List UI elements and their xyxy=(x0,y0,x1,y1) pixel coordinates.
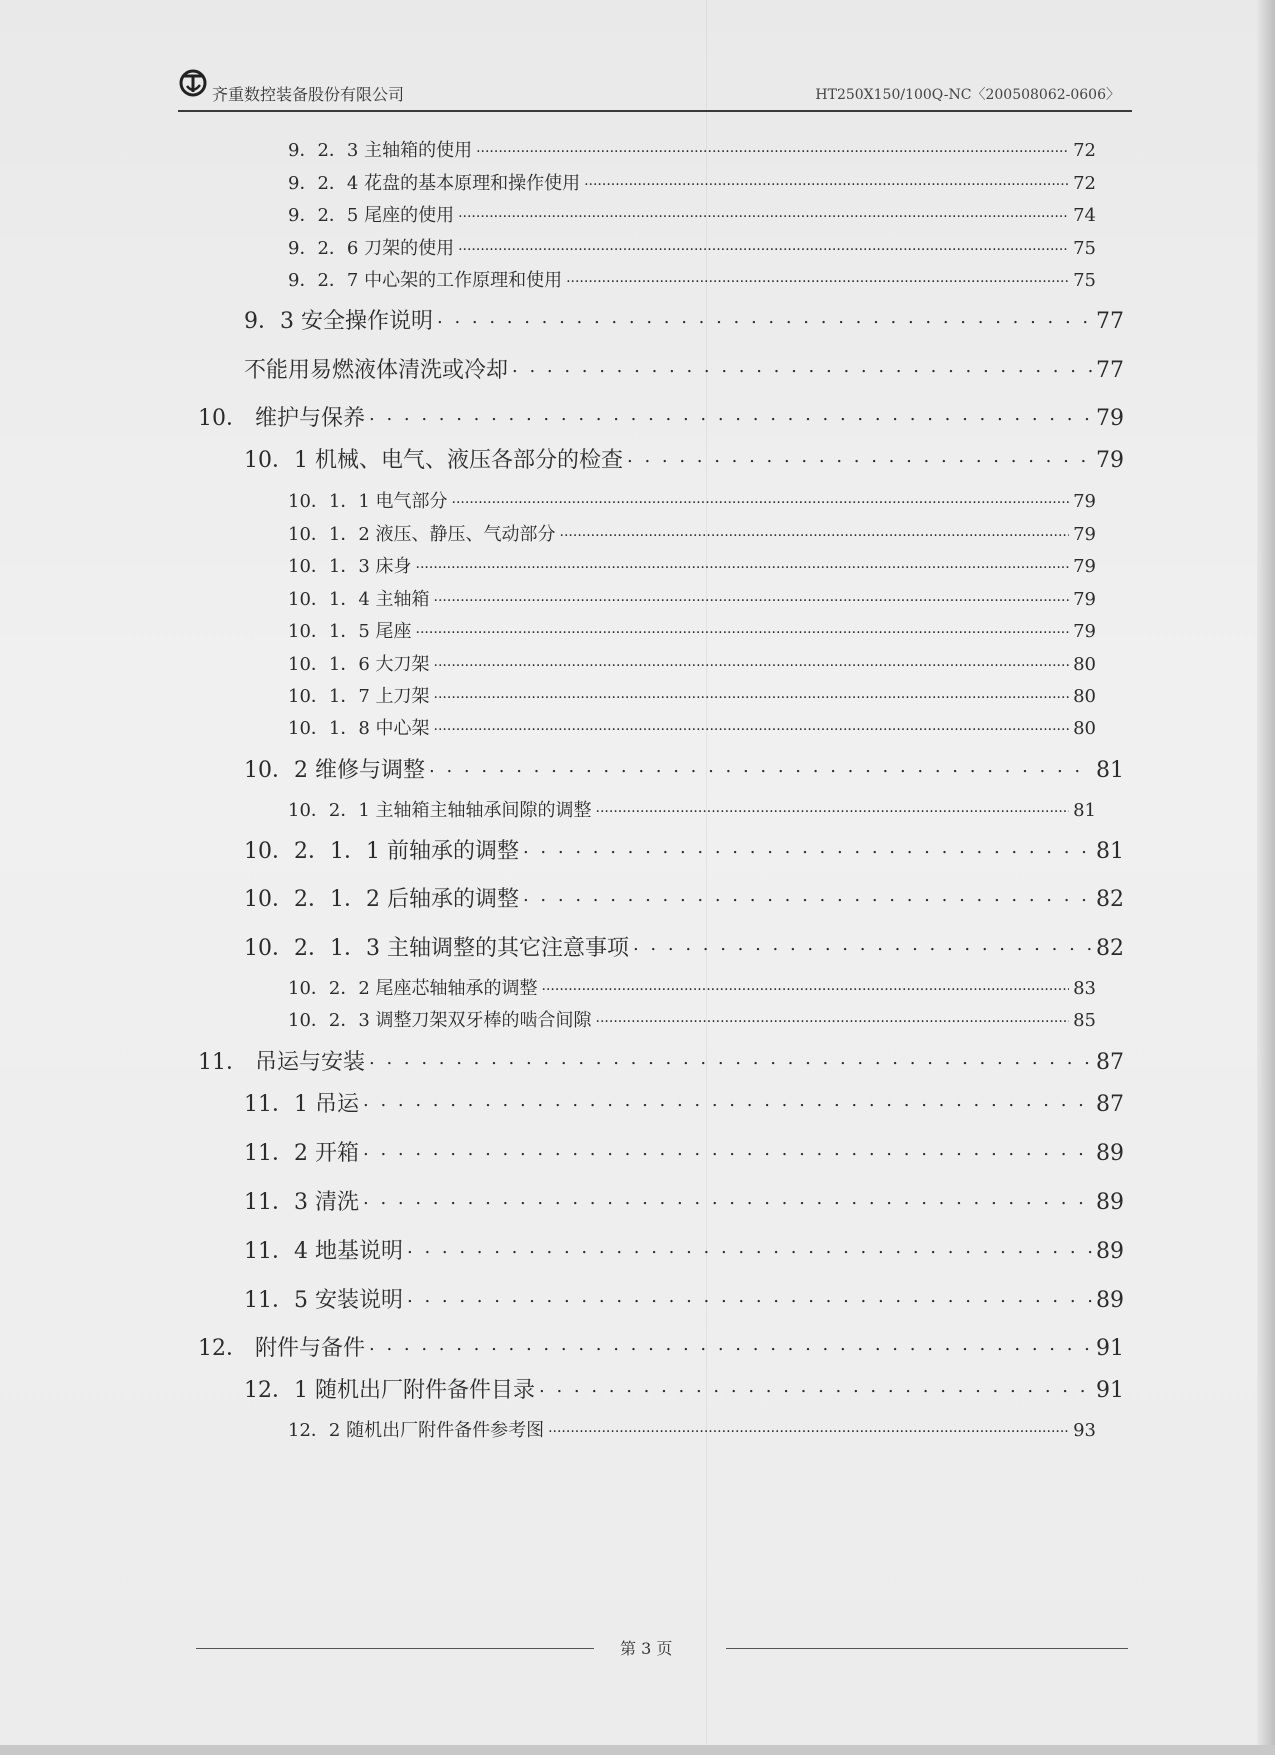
toc-entry-label: 12．1 随机出厂附件备件目录 xyxy=(244,1378,535,1403)
dot-leader xyxy=(627,445,1092,467)
toc-entry-page: 74 xyxy=(1073,205,1096,226)
dot-leader xyxy=(369,1047,1092,1069)
dot-leader xyxy=(416,554,1070,572)
toc-entry-page: 79 xyxy=(1073,556,1096,577)
toc-entry-page: 72 xyxy=(1073,173,1096,194)
toc-entry-label: 12． 附件与备件 xyxy=(198,1336,365,1361)
dot-leader xyxy=(566,268,1069,286)
toc-entry-page: 81 xyxy=(1096,758,1124,783)
toc-entry-label: 10．2 维修与调整 xyxy=(244,758,425,783)
dot-leader xyxy=(523,884,1092,906)
toc-entry-label: 10．1．5 尾座 xyxy=(288,621,412,642)
toc-entry-page: 80 xyxy=(1073,686,1096,707)
toc-entry-page: 79 xyxy=(1096,448,1124,473)
toc-entry-label: 10．2．3 调整刀架双牙棒的啮合间隙 xyxy=(288,1010,592,1031)
document-code: HT250X150/100Q-NC〈200508062-0606〉 xyxy=(815,87,1120,103)
dot-leader xyxy=(416,619,1070,637)
dot-leader xyxy=(407,1236,1092,1258)
toc-entry[interactable] xyxy=(288,714,1096,740)
toc-entry-label: 10．1．6 大刀架 xyxy=(288,654,430,675)
toc-entry-page: 93 xyxy=(1073,1420,1096,1441)
company-name: 齐重数控装备股份有限公司 xyxy=(212,85,405,104)
toc-entry[interactable] xyxy=(288,169,1096,195)
toc-entry-page: 83 xyxy=(1073,978,1096,999)
toc-entry-page: 81 xyxy=(1073,800,1096,821)
dot-leader xyxy=(369,1333,1092,1355)
dot-leader xyxy=(539,1375,1092,1397)
dot-leader xyxy=(596,798,1070,816)
page-number: 第 3 页 xyxy=(620,1639,673,1658)
toc-entry-page: 80 xyxy=(1073,718,1096,739)
dot-leader xyxy=(476,138,1069,156)
toc-entry-page: 82 xyxy=(1096,887,1124,912)
toc-entry[interactable] xyxy=(288,520,1096,546)
toc-entry-label: 11．5 安装说明 xyxy=(244,1288,403,1313)
toc-entry[interactable] xyxy=(288,487,1096,513)
toc-entry[interactable] xyxy=(288,1006,1096,1032)
toc-entry-page: 82 xyxy=(1096,936,1124,961)
toc-entry[interactable] xyxy=(244,1373,1124,1404)
toc-entry[interactable] xyxy=(244,353,1124,384)
footer-rule-left xyxy=(196,1648,594,1649)
dot-leader xyxy=(434,684,1070,702)
toc-entry[interactable] xyxy=(244,304,1124,335)
toc-entry-label: 9．2．3 主轴箱的使用 xyxy=(288,140,473,161)
toc-entry-label: 10．2．1 主轴箱主轴轴承间隙的调整 xyxy=(288,800,592,821)
toc-entry[interactable] xyxy=(288,682,1096,708)
toc-entry-label: 11．2 开箱 xyxy=(244,1141,359,1166)
toc-entry-page: 79 xyxy=(1073,621,1096,642)
toc-entry[interactable] xyxy=(288,617,1096,643)
dot-leader xyxy=(363,1187,1092,1209)
toc-entry-label: 10．2．1．2 后轴承的调整 xyxy=(244,887,519,912)
toc-entry-page: 80 xyxy=(1073,654,1096,675)
toc-entry-label: 9．2．4 花盘的基本原理和操作使用 xyxy=(288,173,581,194)
toc-entry[interactable] xyxy=(244,1087,1124,1118)
toc-entry[interactable] xyxy=(288,201,1096,227)
toc-entry[interactable] xyxy=(244,1136,1124,1167)
toc-entry-label: 11．3 清洗 xyxy=(244,1190,359,1215)
dot-leader xyxy=(548,1418,1069,1436)
toc-entry-page: 79 xyxy=(1073,524,1096,545)
toc-entry-label: 11． 吊运与安装 xyxy=(198,1050,365,1075)
toc-entry-label: 10．1．4 主轴箱 xyxy=(288,589,430,610)
toc-entry-page: 87 xyxy=(1096,1092,1124,1117)
toc-entry[interactable] xyxy=(288,552,1096,578)
dot-leader xyxy=(407,1285,1092,1307)
toc-entry-page: 89 xyxy=(1096,1288,1124,1313)
toc-entry[interactable] xyxy=(288,585,1096,611)
toc-entry[interactable] xyxy=(244,753,1124,784)
footer-rule-right xyxy=(726,1648,1128,1649)
toc-entry-label: 10．2．2 尾座芯轴轴承的调整 xyxy=(288,978,538,999)
dot-leader xyxy=(560,522,1070,540)
dot-leader xyxy=(369,403,1092,425)
toc-entry[interactable] xyxy=(244,1234,1124,1265)
dot-leader xyxy=(584,171,1069,189)
toc-entry-label: 10．2．1．3 主轴调整的其它注意事项 xyxy=(244,936,629,961)
toc-entry-page: 79 xyxy=(1096,406,1124,431)
dot-leader xyxy=(452,489,1070,507)
toc-entry-label: 9．2．5 尾座的使用 xyxy=(288,205,455,226)
toc-entry-label: 10．1 机械、电气、液压各部分的检查 xyxy=(244,448,623,473)
dot-leader xyxy=(633,933,1092,955)
toc-entry-page: 77 xyxy=(1096,358,1124,383)
toc-entry-page: 85 xyxy=(1073,1010,1096,1031)
toc-entry[interactable] xyxy=(244,443,1124,474)
toc-entry-page: 91 xyxy=(1096,1378,1124,1403)
toc-entry-page: 75 xyxy=(1073,238,1096,259)
toc-entry-page: 81 xyxy=(1096,839,1124,864)
toc-entry[interactable] xyxy=(198,1045,1124,1076)
toc-entry[interactable] xyxy=(244,834,1124,865)
toc-entry-label: 10．1．3 床身 xyxy=(288,556,412,577)
toc-entry-label: 12．2 随机出厂附件备件参考图 xyxy=(288,1420,545,1441)
toc-entry-page: 75 xyxy=(1073,270,1096,291)
toc-entry-label: 10．1．1 电气部分 xyxy=(288,491,448,512)
toc-entry-page: 79 xyxy=(1073,491,1096,512)
toc-entry[interactable] xyxy=(288,136,1096,162)
toc-entry-label: 不能用易燃液体清洗或冷却 xyxy=(244,358,509,383)
toc-entry[interactable] xyxy=(288,974,1096,1000)
toc-entry-page: 89 xyxy=(1096,1239,1124,1264)
toc-entry[interactable] xyxy=(244,931,1124,962)
dot-leader xyxy=(596,1008,1070,1026)
toc-entry[interactable] xyxy=(288,234,1096,260)
toc-entry[interactable] xyxy=(198,401,1124,432)
toc-entry-label: 10． 维护与保养 xyxy=(198,406,365,431)
toc-entry-label: 9．2．7 中心架的工作原理和使用 xyxy=(288,270,563,291)
dot-leader xyxy=(523,836,1092,858)
toc-entry-page: 77 xyxy=(1096,309,1124,334)
dot-leader xyxy=(542,976,1070,994)
dot-leader xyxy=(434,652,1070,670)
toc-entry[interactable] xyxy=(244,882,1124,913)
toc-entry[interactable] xyxy=(198,1331,1124,1362)
toc-entry-label: 10．1．7 上刀架 xyxy=(288,686,430,707)
toc-entry-page: 91 xyxy=(1096,1336,1124,1361)
toc-entry-label: 11．4 地基说明 xyxy=(244,1239,403,1264)
dot-leader xyxy=(458,203,1069,221)
dot-leader xyxy=(458,236,1069,254)
toc-entry-page: 87 xyxy=(1096,1050,1124,1075)
dot-leader xyxy=(363,1138,1092,1160)
toc-entry[interactable] xyxy=(244,1185,1124,1216)
toc-entry[interactable] xyxy=(288,650,1096,676)
toc-entry[interactable] xyxy=(288,796,1096,822)
toc-entry-label: 10．1．2 液压、静压、气动部分 xyxy=(288,524,556,545)
toc-entry-label: 10．2．1．1 前轴承的调整 xyxy=(244,839,519,864)
toc-entry-label: 9．2．6 刀架的使用 xyxy=(288,238,455,259)
toc-entry-page: 89 xyxy=(1096,1190,1124,1215)
toc-entry-page: 72 xyxy=(1073,140,1096,161)
dot-leader xyxy=(512,355,1092,377)
toc-entry-page: 79 xyxy=(1073,589,1096,610)
toc-entry-label: 10．1．8 中心架 xyxy=(288,718,430,739)
dot-leader xyxy=(437,306,1092,328)
toc-entry-label: 9．3 安全操作说明 xyxy=(244,309,433,334)
dot-leader xyxy=(429,755,1092,777)
toc-entry[interactable] xyxy=(288,1416,1096,1442)
dot-leader xyxy=(434,716,1070,734)
toc-entry[interactable] xyxy=(288,266,1096,292)
toc-entry-label: 11．1 吊运 xyxy=(244,1092,359,1117)
dot-leader xyxy=(363,1089,1092,1111)
toc-entry-page: 89 xyxy=(1096,1141,1124,1166)
toc-entry[interactable] xyxy=(244,1283,1124,1314)
dot-leader xyxy=(434,587,1070,605)
